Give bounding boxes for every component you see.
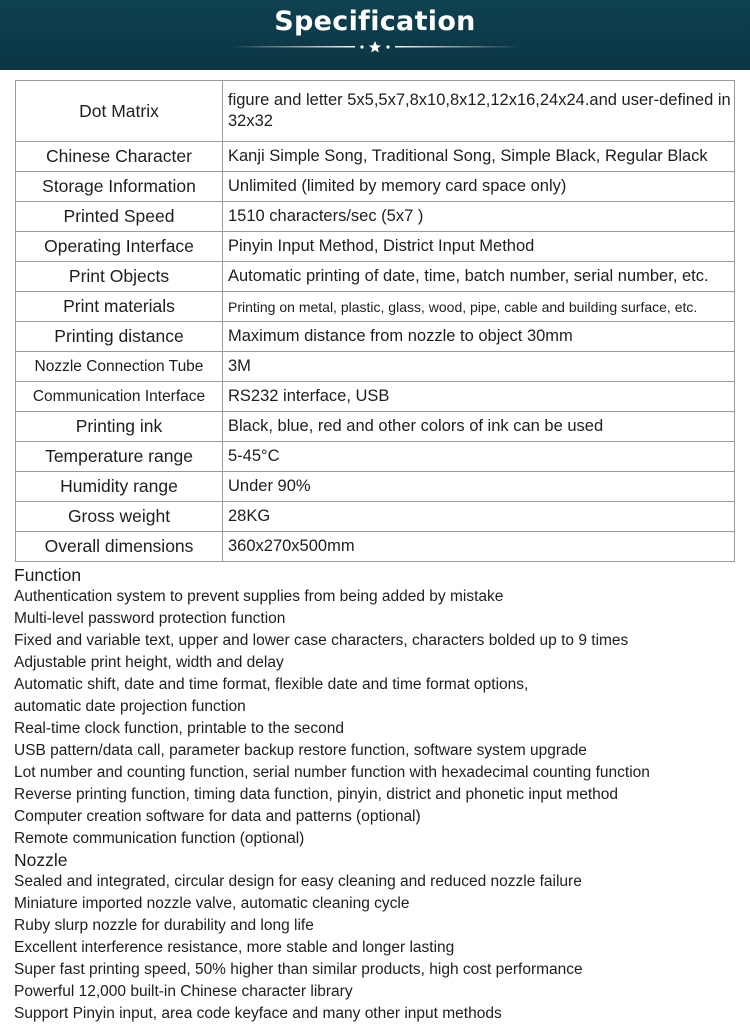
list-item: Super fast printing speed, 50% higher than similar products, high cost performance (14, 961, 583, 978)
star-divider-icon (230, 40, 520, 54)
list-item: Reverse printing function, timing data function, pinyin, district and phonetic input method (14, 786, 618, 803)
table-row (16, 502, 735, 532)
list-item: Remote communication function (optional) (14, 830, 305, 847)
spec-key: Storage Information (16, 172, 223, 202)
list-item: Real-time clock function, printable to the second (14, 720, 344, 737)
list-item: Computer creation software for data and patterns (optional) (14, 808, 421, 825)
spec-key: Printing distance (16, 322, 223, 352)
spec-value: 5-45°C (223, 442, 735, 472)
list-item: Sealed and integrated, circular design for easy cleaning and reduced nozzle failure (14, 873, 582, 890)
table-row (16, 322, 735, 352)
page-title: Specification (274, 6, 476, 37)
spec-key: Humidity range (16, 472, 223, 502)
list-item: Ruby slurp nozzle for durability and long life (14, 917, 314, 934)
table-row (16, 352, 735, 382)
list-item: Excellent interference resistance, more stable and longer lasting (14, 939, 455, 956)
table-row (16, 292, 735, 322)
spec-key: Print Objects (16, 262, 223, 292)
spec-value: 28KG (223, 502, 735, 532)
list-item: Multi-level password protection function (14, 610, 286, 627)
table-row (16, 202, 735, 232)
spec-value: 360x270x500mm (223, 532, 735, 562)
spec-key: Overall dimensions (16, 532, 223, 562)
spec-key: Printed Speed (16, 202, 223, 232)
spec-value: 1510 characters/sec (5x7 ) (223, 202, 735, 232)
spec-key: Gross weight (16, 502, 223, 532)
table-row (16, 472, 735, 502)
list-item: automatic date projection function (14, 698, 246, 715)
spec-value: figure and letter 5x5,5x7,8x10,8x12,12x16,24x24.and user-defined in 32x32 (223, 81, 735, 142)
list-item: Authentication system to prevent supplies from being added by mistake (14, 588, 504, 605)
spec-value: Kanji Simple Song, Traditional Song, Simple Black, Regular Black (223, 142, 735, 172)
spec-key: Operating Interface (16, 232, 223, 262)
spec-value: Under 90% (223, 472, 735, 502)
spec-value: Automatic printing of date, time, batch number, serial number, etc. (223, 262, 735, 292)
spec-value: 3M (223, 352, 735, 382)
spec-key: Temperature range (16, 442, 223, 472)
spec-value: Unlimited (limited by memory card space only) (223, 172, 735, 202)
table-row (16, 412, 735, 442)
list-item: Support Pinyin input, area code keyface and many other input methods (14, 1005, 502, 1022)
spec-key: Dot Matrix (16, 81, 223, 142)
spec-value: Printing on metal, plastic, glass, wood, pipe, cable and building surface, etc. (223, 292, 735, 322)
table-row (16, 142, 735, 172)
nozzle-heading: Nozzle (14, 850, 68, 870)
spec-value: Pinyin Input Method, District Input Method (223, 232, 735, 262)
spec-key: Printing ink (16, 412, 223, 442)
table-row (16, 81, 735, 142)
nozzle-section (14, 849, 742, 1025)
spec-value: Maximum distance from nozzle to object 30mm (223, 322, 735, 352)
function-heading: Function (14, 565, 82, 585)
specification-table (15, 80, 735, 562)
table-row (16, 172, 735, 202)
spec-key: Nozzle Connection Tube (16, 352, 223, 382)
function-section (14, 564, 742, 850)
table-row (16, 442, 735, 472)
list-item: Lot number and counting function, serial number function with hexadecimal counting function (14, 764, 650, 781)
spec-key: Chinese Character (16, 142, 223, 172)
list-item: USB pattern/data call, parameter backup restore function, software system upgrade (14, 742, 587, 759)
list-item: Miniature imported nozzle valve, automatic cleaning cycle (14, 895, 410, 912)
spec-value: Black, blue, red and other colors of ink can be used (223, 412, 735, 442)
header-banner (0, 0, 750, 70)
list-item: Automatic shift, date and time format, flexible date and time format options, (14, 676, 529, 693)
table-row (16, 382, 735, 412)
spec-value: RS232 interface, USB (223, 382, 735, 412)
list-item: Fixed and variable text, upper and lower case characters, characters bolded up to 9 times (14, 632, 629, 649)
table-row (16, 532, 735, 562)
table-row (16, 232, 735, 262)
spec-key: Print materials (16, 292, 223, 322)
list-item: Powerful 12,000 built-in Chinese character library (14, 983, 353, 1000)
list-item: Adjustable print height, width and delay (14, 654, 284, 671)
spec-key: Communication Interface (16, 382, 223, 412)
table-row (16, 262, 735, 292)
